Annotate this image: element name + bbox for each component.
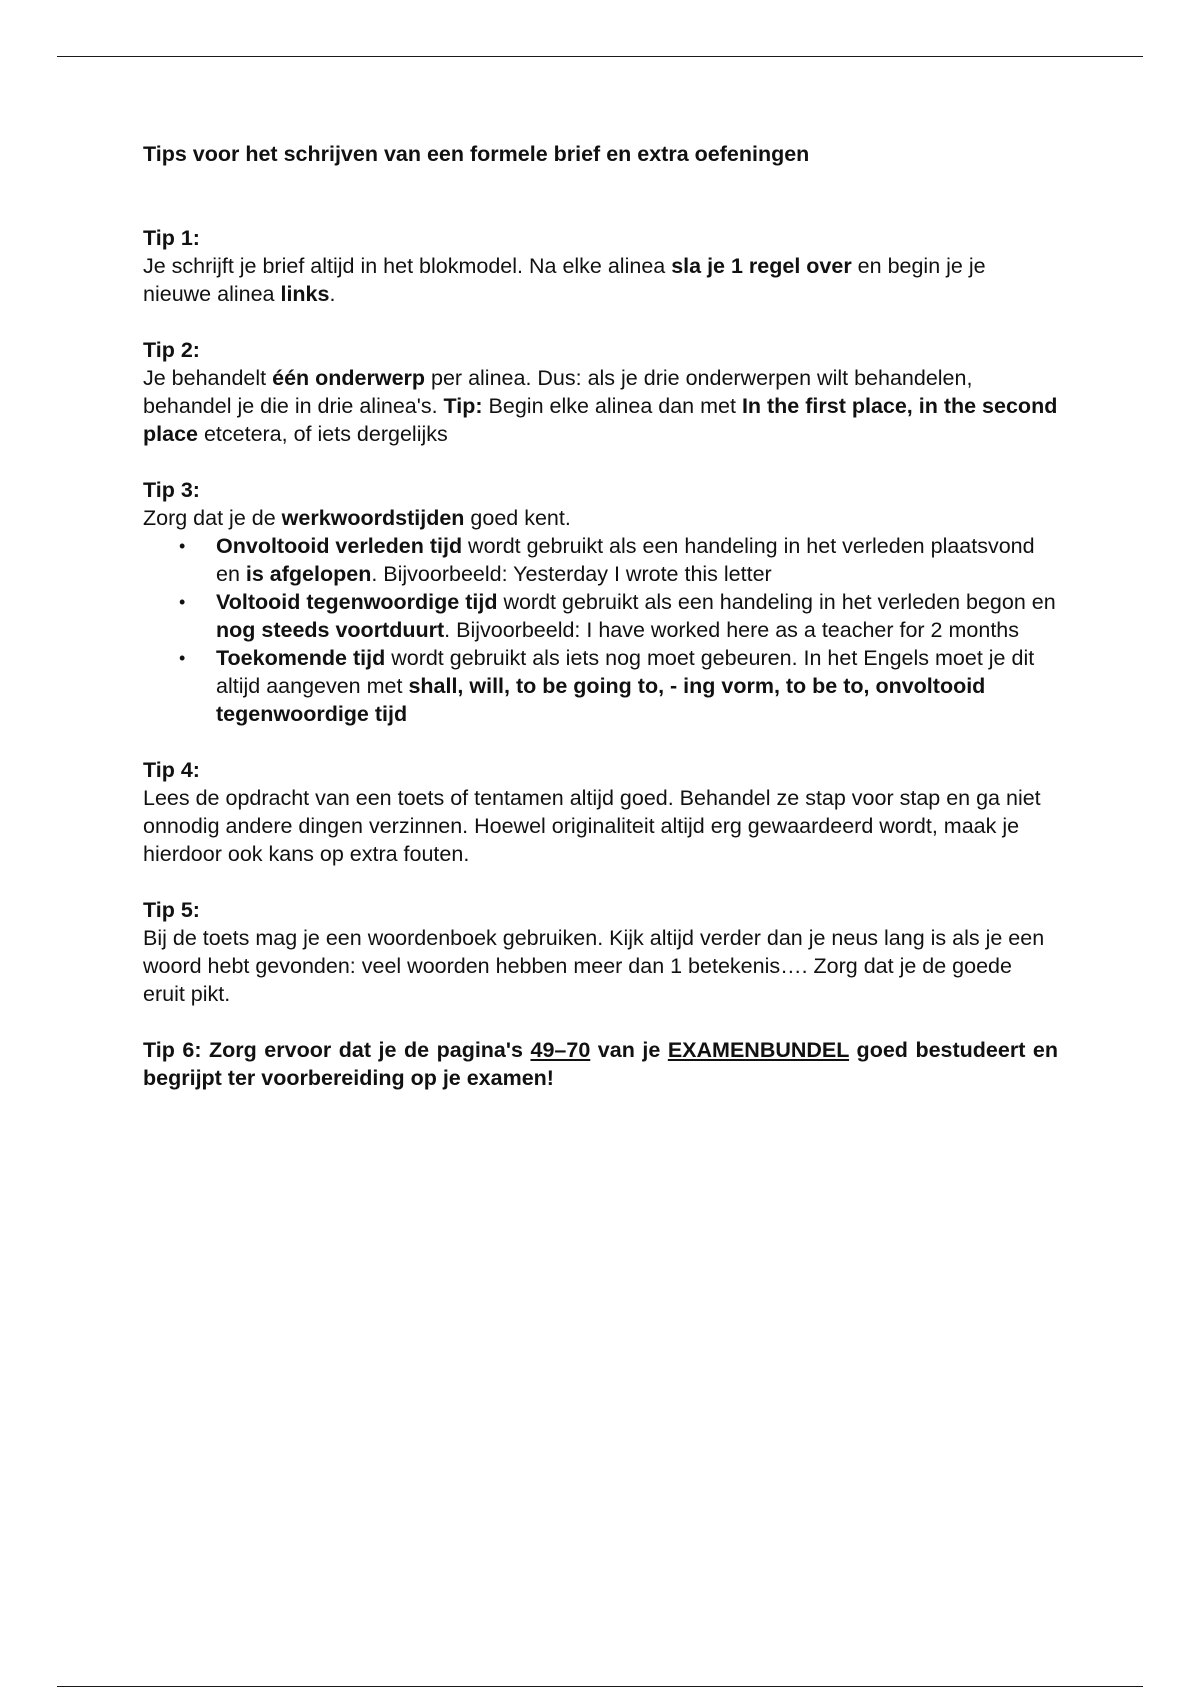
tip-5: [143, 896, 1058, 1008]
text-run: . Bijvoorbeeld: I have worked here as a teacher for 2 months: [444, 618, 1019, 642]
book-title: EXAMENBUNDEL: [667, 1038, 850, 1062]
text-run: Tip 6: Zorg ervoor dat je de pagina's: [143, 1038, 531, 1062]
tip-heading: Tip 5:: [143, 898, 200, 922]
text-run: . Bijvoorbeeld: Yesterday I wrote this letter: [371, 562, 772, 586]
text-run: Je behandelt: [143, 366, 273, 390]
text-run: wordt gebruikt als een handeling in het verleden plaatsvond en: [216, 534, 1035, 586]
tip-heading: Tip 2:: [143, 338, 200, 362]
bold-run: Voltooid tegenwoordige tijd: [216, 590, 498, 614]
bold-run: Tip:: [443, 394, 483, 418]
bullet-icon: •: [179, 592, 186, 612]
tip-text: Lees de opdracht van een toets of tentamen altijd goed. Behandel ze stap voor stap en ga niet onnodig andere dingen verzinnen. Hoewel originaliteit altijd erg gewaardeerd wordt, maak je hierdoor ook kans op extra fouten.: [143, 786, 1041, 866]
tip-text: [143, 364, 1058, 448]
bold-run: werkwoordstijden: [281, 506, 465, 530]
tip-6: [143, 1036, 1058, 1092]
tip-heading: Tip 1:: [143, 226, 200, 250]
tip-1: [143, 224, 1058, 308]
tip-text: Bij de toets mag je een woordenboek gebruiken. Kijk altijd verder dan je neus lang is als je een woord hebt gevonden: veel woorden hebben meer dan 1 betekenis…. Zorg dat je de goede eruit pikt.: [143, 926, 1045, 1006]
list-item: [179, 644, 1058, 728]
text-run: van je: [590, 1038, 668, 1062]
footer-rule: [57, 1686, 1143, 1687]
bold-run: nog steeds voortduurt: [216, 618, 445, 642]
tip-2: [143, 336, 1058, 448]
header-rule: [57, 56, 1143, 57]
text-run: Begin elke alinea dan met: [482, 394, 742, 418]
text-run: etcetera, of iets dergelijks: [197, 422, 448, 446]
tip-heading: Tip 4:: [143, 758, 200, 782]
text-run: goed bestudeert en begrijpt ter voorbereiding op je examen!: [143, 1038, 1058, 1090]
bullet-icon: •: [179, 536, 186, 556]
bold-run: In the first place, in the second place: [143, 394, 1058, 446]
bold-run: is afgelopen: [245, 562, 372, 586]
bold-run: sla je 1 regel over: [671, 254, 852, 278]
bold-run: shall, will, to be going to, - ing vorm, to be to, onvoltooid tegenwoordige tijd: [216, 674, 986, 726]
tip-text: [143, 252, 1058, 308]
tip-text: [143, 504, 1058, 532]
text-run: .: [329, 282, 336, 306]
document-title: Tips voor het schrijven van een formele brief en extra oefeningen: [143, 142, 810, 166]
bullet-icon: •: [179, 648, 186, 668]
tense-list: [143, 532, 1058, 728]
list-item: [179, 588, 1058, 644]
list-item: [179, 532, 1058, 588]
document-body: [143, 140, 1058, 1092]
bold-run: één onderwerp: [272, 366, 426, 390]
tip-heading: Tip 3:: [143, 478, 200, 502]
bold-run: Onvoltooid verleden tijd: [216, 534, 463, 558]
text-run: en begin je je nieuwe alinea: [143, 254, 986, 306]
tip-3: [143, 476, 1058, 728]
text-run: goed kent.: [464, 506, 571, 530]
text-run: per alinea. Dus: als je drie onderwerpen wilt behandelen, behandel je die in drie alinea's.: [143, 366, 973, 418]
page-range: 49–70: [530, 1038, 591, 1062]
bold-run: links: [280, 282, 330, 306]
text-run: Je schrijft je brief altijd in het blokmodel. Na elke alinea: [143, 254, 672, 278]
tip-4: [143, 756, 1058, 868]
text-run: Zorg dat je de: [143, 506, 282, 530]
bold-run: Toekomende tijd: [216, 646, 386, 670]
text-run: wordt gebruikt als een handeling in het verleden begon en: [497, 590, 1056, 614]
text-run: wordt gebruikt als iets nog moet gebeuren. In het Engels moet je dit altijd aangeven met: [216, 646, 1035, 698]
